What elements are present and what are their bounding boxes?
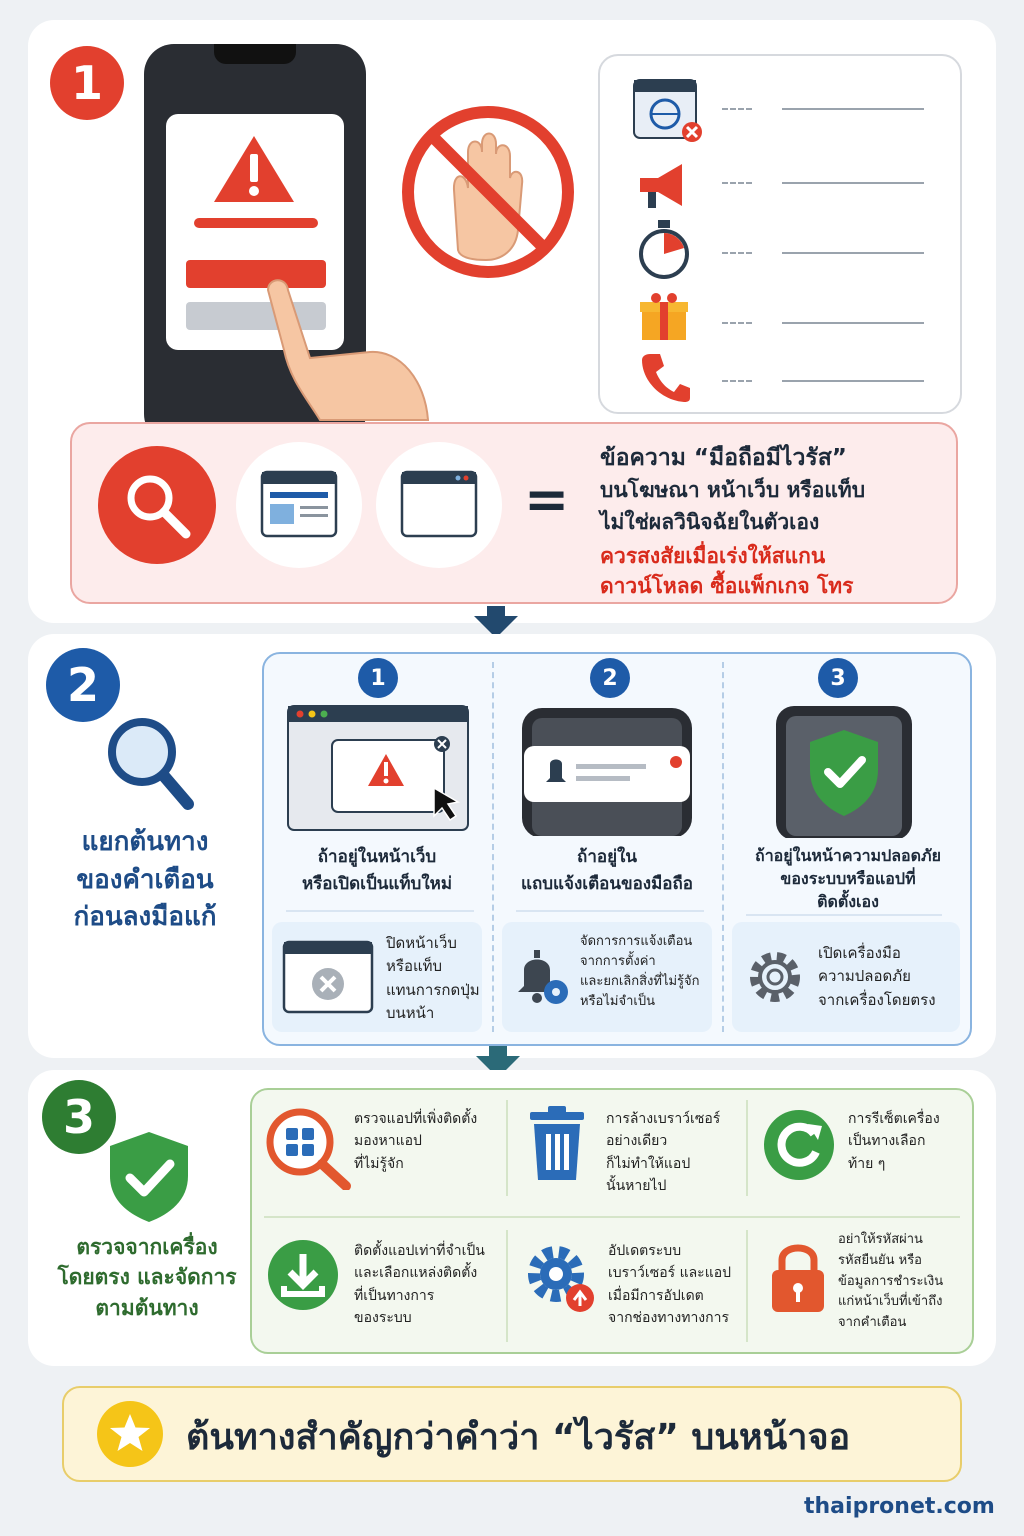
tip-3-text: การรีเซ็ตเครื่อง เป็นทางเลือก ท้าย ๆ: [848, 1111, 940, 1172]
search-circle: [98, 446, 216, 564]
app-search-icon: [262, 1104, 352, 1190]
section-2-title: [40, 824, 250, 937]
trash-bin-icon: [526, 1104, 588, 1184]
column-divider-2: [722, 662, 724, 1032]
no-entry-hand-icon: [398, 100, 578, 284]
banner-text: ต้นทางสำคัญกว่าคำว่า “ไวรัส” บนหน้าจอ: [186, 1417, 851, 1458]
column-3-title: ถ้าอยู่ในหน้าความปลอดภัย ของระบบหรือแอปที่ ติดตั้งเอง: [755, 846, 941, 912]
update-gear-icon: [522, 1240, 600, 1316]
section-3-title-line-2: โดยตรง และจัดการ: [57, 1265, 237, 1290]
column-1-number: 1: [358, 658, 398, 698]
section-2-number: 2: [46, 648, 120, 722]
warning-triangle-icon: [212, 134, 296, 204]
flow-arrow-1-stem: [487, 606, 505, 616]
placeholder-line-1: [722, 108, 752, 110]
placeholder-line-3: [722, 252, 752, 254]
callout-warning-2: ดาวน์โหลด ซื้อแพ็กเกจ โทร: [600, 574, 854, 598]
placeholder-bar-4: [782, 322, 924, 324]
blank-tab-icon: [400, 470, 478, 540]
column-1-title: ถ้าอยู่ในหน้าเว็บ หรือเปิดเป็นแท็บใหม่: [301, 847, 453, 895]
footer-site[interactable]: thaipronet.com: [804, 1494, 995, 1519]
tip-1-text: ตรวจแอปที่เพิ่งติดตั้ง มองหาแอป ที่ไม่รู้จัก: [354, 1111, 478, 1172]
megaphone-icon: [634, 160, 694, 212]
star-icon: [96, 1400, 164, 1468]
tip-4-text: ติดตั้งแอปเท่าที่จำเป็น และเลือกแหล่งติดตั้ง ที่เป็นทางการ ของระบบ: [354, 1243, 485, 1327]
equals-sign: =: [524, 468, 570, 531]
stopwatch-icon: [636, 218, 692, 280]
placeholder-bar-3: [782, 252, 924, 254]
section-3-number: 3: [42, 1080, 116, 1154]
shield-check-icon: [106, 1128, 192, 1224]
placeholder-line-5: [722, 380, 752, 382]
tip-5-text: อัปเดตระบบ เบราว์เซอร์ และแอป เมื่อมีการอัปเดต จากช่องทางทางการ: [608, 1243, 732, 1327]
pointing-hand-icon: [250, 270, 440, 430]
tip-6-text: อย่าให้รหัสผ่าน รหัสยืนยัน หรือ ข้อมูลการชำระเงิน แก่หน้าเว็บที่เข้าถึง จากคำเตือน: [838, 1232, 944, 1331]
threat-icon-list: [598, 54, 962, 414]
placeholder-bar-1: [782, 108, 924, 110]
callout-headline: ข้อความ “มือถือมีไวรัส”: [600, 445, 847, 471]
placeholder-bar-2: [782, 182, 924, 184]
column-divider-1: [492, 662, 494, 1032]
tips-row-divider: [264, 1216, 960, 1218]
phone-notch: [214, 44, 296, 64]
tips-col-divider-1: [506, 1100, 508, 1196]
phone-call-icon: [640, 350, 692, 404]
close-window-icon: [282, 940, 374, 1014]
warning-line: [194, 218, 318, 228]
section-3-title: [40, 1232, 254, 1323]
tips-col-divider-2: [746, 1100, 748, 1196]
section-3-title-line-3: ตามต้นทาง: [95, 1295, 199, 1320]
magnifier-icon: [120, 468, 194, 542]
placeholder-line-4: [722, 322, 752, 324]
ad-window-circle: [236, 442, 362, 568]
column-2-separator: [516, 910, 704, 912]
column-2-number: 2: [590, 658, 630, 698]
column-1-action: ปิดหน้าเว็บ หรือแท็บ แทนการกดปุ่ม บนหน้า: [386, 934, 480, 1022]
gear-icon: [746, 948, 804, 1006]
section-2-title-line-2: ของคำเตือน: [76, 864, 214, 895]
placeholder-line-2: [722, 182, 752, 184]
padlock-icon: [768, 1240, 828, 1314]
callout-line-2: บนโฆษณา หน้าเว็บ หรือแท็บ: [600, 478, 866, 502]
column-3-action: เปิดเครื่องมือ ความปลอดภัย จากเครื่องโดยตรง: [818, 944, 936, 1009]
ad-window-icon: [260, 470, 338, 540]
column-2-action: จัดการการแจ้งเตือน จากการตั้งค่า และยกเลิกสิ่งที่ไม่รู้จัก หรือไม่จำเป็น: [580, 934, 700, 1010]
browser-popup-icon: [286, 704, 470, 832]
column-3-number: 3: [818, 658, 858, 698]
section-1-number: 1: [50, 46, 124, 120]
tip-2-text: การล้างเบราว์เซอร์ อย่างเดียว ก็ไม่ทำให้แอป นั้นหายไป: [606, 1111, 721, 1195]
section-3-title-line-1: ตรวจจากเครื่อง: [76, 1235, 218, 1259]
callout-line-3: ไม่ใช่ผลวินิจฉัยในตัวเอง: [600, 510, 820, 534]
flow-arrow-2-stem: [489, 1046, 507, 1056]
tips-col-divider-3: [506, 1230, 508, 1342]
column-1-separator: [286, 910, 474, 912]
notification-phone-icon: [520, 706, 694, 836]
section-2-title-line-3: ก่อนลงมือแก้: [73, 902, 217, 933]
download-icon: [266, 1238, 340, 1312]
column-3-separator: [746, 914, 942, 916]
placeholder-bar-5: [782, 380, 924, 382]
tab-window-circle: [376, 442, 502, 568]
bell-settings-icon: [510, 944, 574, 1010]
section-2-title-line-1: แยกต้นทาง: [81, 827, 209, 857]
virus-message-callout: [70, 422, 958, 604]
callout-warning-1: ควรสงสัยเมื่อเร่งให้สแกน: [600, 544, 826, 568]
column-2-title: ถ้าอยู่ใน แถบแจ้งเตือนของมือถือ: [521, 847, 693, 895]
browser-error-icon: [632, 78, 704, 144]
reset-icon: [762, 1108, 836, 1182]
security-phone-icon: [774, 704, 914, 838]
magnifier-glass-icon: [104, 714, 196, 814]
gift-icon: [638, 292, 690, 342]
